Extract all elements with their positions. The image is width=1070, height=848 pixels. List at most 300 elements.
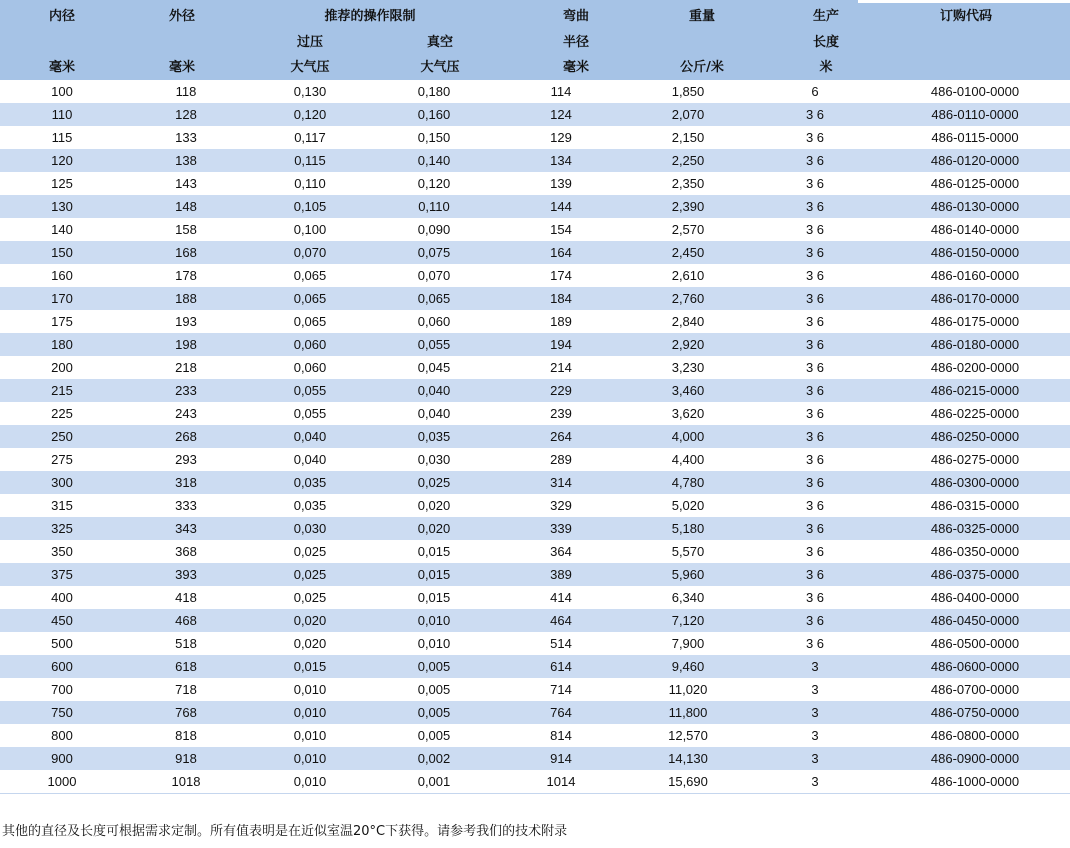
cell-vacuum-limit: 0,150 xyxy=(417,130,451,145)
cell-inner-diameter: 140 xyxy=(51,222,73,237)
cell-inner-diameter: 750 xyxy=(0,701,124,724)
header-unit-atm-pressure: 大气压 xyxy=(290,60,330,75)
cell-outer-diameter: 518 xyxy=(175,636,197,651)
cell-weight: 2,610 xyxy=(671,268,705,283)
cell-order-code: 486-0600-0000 xyxy=(880,655,1070,678)
cell-pressure-limit: 0,105 xyxy=(248,195,372,218)
header-unit-mm-id: 毫米 xyxy=(48,60,75,75)
cell-order-code: 486-0400-0000 xyxy=(930,590,1020,605)
cell-outer-diameter: 193 xyxy=(175,314,197,329)
cell-order-code: 486-0350-0000 xyxy=(930,544,1020,559)
cell-weight: 15,690 xyxy=(626,770,750,794)
cell-weight: 7,900 xyxy=(671,636,705,651)
cell-weight: 2,250 xyxy=(626,149,750,172)
cell-weight: 2,350 xyxy=(671,176,705,191)
cell-outer-diameter: 318 xyxy=(124,471,248,494)
cell-pressure-limit: 0,025 xyxy=(248,563,372,586)
cell-order-code: 486-0115-0000 xyxy=(931,130,1019,145)
table-row xyxy=(0,655,1070,678)
cell-weight: 5,020 xyxy=(671,498,705,513)
cell-outer-diameter: 158 xyxy=(175,222,197,237)
cell-production-length: 3 6 xyxy=(805,176,825,191)
cell-production-length: 3 6 xyxy=(750,471,880,494)
header-unit-m: 米 xyxy=(819,60,833,75)
cell-vacuum-limit: 0,040 xyxy=(372,379,496,402)
cell-pressure-limit: 0,035 xyxy=(293,498,327,513)
cell-outer-diameter: 138 xyxy=(124,149,248,172)
cell-weight: 2,390 xyxy=(626,195,750,218)
table-row xyxy=(0,517,1070,540)
cell-bend-radius: 139 xyxy=(550,176,572,191)
cell-bend-radius: 154 xyxy=(550,222,572,237)
cell-bend-radius: 464 xyxy=(496,609,626,632)
cell-outer-diameter: 418 xyxy=(175,590,197,605)
cell-outer-diameter: 368 xyxy=(175,544,197,559)
cell-inner-diameter: 325 xyxy=(0,517,124,540)
cell-bend-radius: 389 xyxy=(496,563,626,586)
cell-bend-radius: 264 xyxy=(496,425,626,448)
table-row xyxy=(0,287,1070,310)
cell-outer-diameter: 118 xyxy=(175,84,197,99)
cell-inner-diameter: 900 xyxy=(0,747,124,770)
cell-order-code: 486-0130-0000 xyxy=(880,195,1070,218)
cell-weight: 12,570 xyxy=(668,728,708,743)
cell-weight: 14,130 xyxy=(626,747,750,770)
cell-pressure-limit: 0,130 xyxy=(293,84,327,99)
cell-production-length: 3 xyxy=(750,747,880,770)
cell-bend-radius: 314 xyxy=(496,471,626,494)
cell-order-code: 486-0375-0000 xyxy=(880,563,1070,586)
cell-production-length: 3 6 xyxy=(750,425,880,448)
table-row xyxy=(0,402,1070,425)
cell-inner-diameter: 100 xyxy=(51,84,73,99)
cell-outer-diameter: 243 xyxy=(175,406,197,421)
cell-bend-radius: 714 xyxy=(550,682,572,697)
cell-production-length: 3 xyxy=(750,770,880,794)
cell-pressure-limit: 0,035 xyxy=(248,471,372,494)
cell-production-length: 3 6 xyxy=(750,517,880,540)
cell-weight: 2,840 xyxy=(671,314,705,329)
cell-outer-diameter: 233 xyxy=(124,379,248,402)
cell-outer-diameter: 333 xyxy=(175,498,197,513)
cell-vacuum-limit: 0,015 xyxy=(372,563,496,586)
cell-outer-diameter: 268 xyxy=(124,425,248,448)
cell-weight: 5,960 xyxy=(626,563,750,586)
cell-outer-diameter: 148 xyxy=(124,195,248,218)
cell-order-code: 486-0325-0000 xyxy=(880,517,1070,540)
cell-pressure-limit: 0,115 xyxy=(248,149,372,172)
cell-production-length: 3 6 xyxy=(750,103,880,126)
cell-pressure-limit: 0,070 xyxy=(248,241,372,264)
cell-production-length: 3 6 xyxy=(805,222,825,237)
cell-outer-diameter: 128 xyxy=(124,103,248,126)
table-row xyxy=(0,586,1070,609)
cell-outer-diameter: 918 xyxy=(124,747,248,770)
cell-weight: 5,570 xyxy=(671,544,705,559)
cell-weight: 2,570 xyxy=(671,222,705,237)
cell-inner-diameter: 160 xyxy=(51,268,73,283)
cell-inner-diameter: 225 xyxy=(51,406,73,421)
cell-order-code: 486-0800-0000 xyxy=(930,728,1020,743)
table-row xyxy=(0,448,1070,471)
header-outer-diameter: 外径 xyxy=(168,9,195,24)
cell-inner-diameter: 400 xyxy=(51,590,73,605)
cell-pressure-limit: 0,060 xyxy=(248,333,372,356)
cell-bend-radius: 194 xyxy=(496,333,626,356)
cell-production-length: 3 6 xyxy=(805,498,825,513)
cell-inner-diameter: 120 xyxy=(0,149,124,172)
cell-production-length: 3 6 xyxy=(805,130,825,145)
header-order-code: 订购代码 xyxy=(939,9,992,24)
cell-weight: 4,000 xyxy=(626,425,750,448)
cell-outer-diameter: 468 xyxy=(124,609,248,632)
cell-bend-radius: 1014 xyxy=(496,770,626,794)
header-production: 生产 xyxy=(812,9,839,24)
cell-pressure-limit: 0,030 xyxy=(248,517,372,540)
table-row xyxy=(0,149,1070,172)
cell-outer-diameter: 343 xyxy=(124,517,248,540)
table-row xyxy=(0,264,1070,287)
cell-outer-diameter: 293 xyxy=(175,452,197,467)
cell-order-code: 486-0125-0000 xyxy=(930,176,1020,191)
cell-production-length: 3 6 xyxy=(805,544,825,559)
cell-pressure-limit: 0,040 xyxy=(293,452,327,467)
cell-vacuum-limit: 0,090 xyxy=(417,222,451,237)
cell-vacuum-limit: 0,075 xyxy=(372,241,496,264)
cell-order-code: 486-0250-0000 xyxy=(880,425,1070,448)
table-row xyxy=(0,172,1070,195)
cell-pressure-limit: 0,010 xyxy=(293,682,327,697)
header-inner-diameter: 内径 xyxy=(48,9,75,24)
cell-pressure-limit: 0,040 xyxy=(248,425,372,448)
cell-pressure-limit: 0,020 xyxy=(293,636,327,651)
table-row xyxy=(0,724,1070,747)
cell-bend-radius: 144 xyxy=(496,195,626,218)
cell-inner-diameter: 375 xyxy=(0,563,124,586)
cell-weight: 2,760 xyxy=(626,287,750,310)
cell-outer-diameter: 198 xyxy=(124,333,248,356)
cell-weight: 4,780 xyxy=(626,471,750,494)
table-row xyxy=(0,678,1070,701)
cell-weight: 2,920 xyxy=(626,333,750,356)
cell-vacuum-limit: 0,035 xyxy=(372,425,496,448)
cell-bend-radius: 164 xyxy=(496,241,626,264)
cell-production-length: 3 6 xyxy=(750,609,880,632)
cell-production-length: 3 6 xyxy=(805,590,825,605)
cell-weight: 1,850 xyxy=(671,84,705,99)
cell-bend-radius: 514 xyxy=(550,636,572,651)
cell-production-length: 3 6 xyxy=(750,379,880,402)
table-body xyxy=(0,80,1070,794)
cell-bend-radius: 239 xyxy=(550,406,572,421)
cell-inner-diameter: 315 xyxy=(51,498,73,513)
cell-weight: 11,020 xyxy=(668,682,708,697)
cell-pressure-limit: 0,010 xyxy=(248,701,372,724)
cell-bend-radius: 764 xyxy=(496,701,626,724)
footnote: 其他的直径及长度可根据需求定制。所有值表明是在近似室温20°C下获得。请参考我们的技术附录 xyxy=(2,824,568,839)
cell-inner-diameter: 350 xyxy=(51,544,73,559)
table-row xyxy=(0,126,1070,149)
cell-pressure-limit: 0,117 xyxy=(294,130,326,145)
cell-inner-diameter: 450 xyxy=(0,609,124,632)
table-row xyxy=(0,310,1070,333)
cell-production-length: 3 xyxy=(811,682,819,697)
cell-outer-diameter: 133 xyxy=(175,130,197,145)
cell-pressure-limit: 0,120 xyxy=(248,103,372,126)
cell-vacuum-limit: 0,005 xyxy=(372,701,496,724)
cell-bend-radius: 184 xyxy=(496,287,626,310)
cell-outer-diameter: 718 xyxy=(175,682,197,697)
header-pressure: 过压 xyxy=(296,35,323,50)
header-radius: 半径 xyxy=(562,35,589,50)
cell-bend-radius: 364 xyxy=(550,544,572,559)
table-row xyxy=(0,218,1070,241)
cell-outer-diameter: 143 xyxy=(175,176,197,191)
cell-order-code: 486-0450-0000 xyxy=(880,609,1070,632)
cell-inner-diameter: 175 xyxy=(51,314,73,329)
header-unit-mm-od: 毫米 xyxy=(168,60,195,75)
cell-bend-radius: 614 xyxy=(496,655,626,678)
table-row xyxy=(0,356,1070,379)
cell-inner-diameter: 110 xyxy=(0,103,124,126)
table-row xyxy=(0,563,1070,586)
cell-outer-diameter: 618 xyxy=(124,655,248,678)
cell-weight: 2,450 xyxy=(626,241,750,264)
cell-production-length: 3 6 xyxy=(750,149,880,172)
cell-vacuum-limit: 0,180 xyxy=(417,84,451,99)
cell-order-code: 486-0200-0000 xyxy=(930,360,1020,375)
cell-vacuum-limit: 0,065 xyxy=(372,287,496,310)
table-row xyxy=(0,379,1070,402)
header-top-gap xyxy=(858,0,1070,3)
cell-pressure-limit: 0,025 xyxy=(293,544,327,559)
cell-inner-diameter: 215 xyxy=(0,379,124,402)
cell-inner-diameter: 130 xyxy=(0,195,124,218)
cell-vacuum-limit: 0,140 xyxy=(372,149,496,172)
cell-order-code: 486-0300-0000 xyxy=(880,471,1070,494)
cell-inner-diameter: 600 xyxy=(0,655,124,678)
cell-vacuum-limit: 0,010 xyxy=(417,636,451,651)
cell-bend-radius: 114 xyxy=(550,84,572,99)
cell-bend-radius: 914 xyxy=(496,747,626,770)
cell-pressure-limit: 0,055 xyxy=(293,406,327,421)
cell-weight: 2,150 xyxy=(671,130,705,145)
cell-bend-radius: 814 xyxy=(550,728,572,743)
cell-outer-diameter: 188 xyxy=(124,287,248,310)
cell-vacuum-limit: 0,055 xyxy=(372,333,496,356)
cell-order-code: 486-1000-0000 xyxy=(880,770,1070,794)
cell-inner-diameter: 300 xyxy=(0,471,124,494)
cell-inner-diameter: 150 xyxy=(0,241,124,264)
cell-pressure-limit: 0,020 xyxy=(248,609,372,632)
cell-order-code: 486-0500-0000 xyxy=(930,636,1020,651)
cell-outer-diameter: 218 xyxy=(175,360,197,375)
table-row xyxy=(0,471,1070,494)
cell-order-code: 486-0700-0000 xyxy=(930,682,1020,697)
cell-order-code: 486-0150-0000 xyxy=(880,241,1070,264)
table-row xyxy=(0,103,1070,126)
cell-inner-diameter: 115 xyxy=(51,130,73,145)
cell-bend-radius: 174 xyxy=(550,268,572,283)
cell-outer-diameter: 168 xyxy=(124,241,248,264)
cell-production-length: 3 6 xyxy=(805,314,825,329)
cell-pressure-limit: 0,055 xyxy=(248,379,372,402)
cell-vacuum-limit: 0,110 xyxy=(372,195,496,218)
header-length: 长度 xyxy=(812,35,839,50)
cell-pressure-limit: 0,100 xyxy=(293,222,327,237)
cell-production-length: 3 6 xyxy=(750,195,880,218)
cell-outer-diameter: 768 xyxy=(124,701,248,724)
cell-vacuum-limit: 0,030 xyxy=(417,452,451,467)
cell-bend-radius: 214 xyxy=(550,360,572,375)
cell-bend-radius: 129 xyxy=(550,130,572,145)
header-unit-atm-vacuum: 大气压 xyxy=(420,60,460,75)
cell-vacuum-limit: 0,001 xyxy=(372,770,496,794)
cell-order-code: 486-0175-0000 xyxy=(930,314,1020,329)
cell-pressure-limit: 0,065 xyxy=(248,287,372,310)
cell-inner-diameter: 700 xyxy=(51,682,73,697)
cell-vacuum-limit: 0,005 xyxy=(417,682,451,697)
cell-pressure-limit: 0,065 xyxy=(293,314,327,329)
cell-outer-diameter: 1018 xyxy=(124,770,248,794)
cell-production-length: 3 6 xyxy=(805,360,825,375)
cell-pressure-limit: 0,010 xyxy=(248,747,372,770)
cell-production-length: 3 6 xyxy=(805,452,825,467)
header-recommended-limits: 推荐的操作限制 xyxy=(324,9,416,24)
cell-weight: 4,400 xyxy=(671,452,705,467)
cell-bend-radius: 329 xyxy=(550,498,572,513)
cell-order-code: 486-0100-0000 xyxy=(930,84,1020,99)
cell-weight: 11,800 xyxy=(626,701,750,724)
cell-production-length: 3 xyxy=(750,701,880,724)
header-unit-mm-radius: 毫米 xyxy=(562,60,589,75)
cell-order-code: 486-0140-0000 xyxy=(930,222,1020,237)
cell-vacuum-limit: 0,070 xyxy=(417,268,451,283)
cell-inner-diameter: 800 xyxy=(51,728,73,743)
cell-vacuum-limit: 0,025 xyxy=(372,471,496,494)
cell-vacuum-limit: 0,002 xyxy=(372,747,496,770)
cell-order-code: 486-0110-0000 xyxy=(880,103,1070,126)
cell-weight: 7,120 xyxy=(626,609,750,632)
cell-inner-diameter: 170 xyxy=(0,287,124,310)
cell-weight: 2,070 xyxy=(626,103,750,126)
table-row xyxy=(0,333,1070,356)
cell-vacuum-limit: 0,045 xyxy=(417,360,451,375)
cell-production-length: 6 xyxy=(811,84,819,99)
cell-weight: 9,460 xyxy=(626,655,750,678)
cell-order-code: 486-0170-0000 xyxy=(880,287,1070,310)
cell-bend-radius: 339 xyxy=(496,517,626,540)
cell-pressure-limit: 0,065 xyxy=(293,268,327,283)
cell-inner-diameter: 1000 xyxy=(0,770,124,794)
header-bend: 弯曲 xyxy=(562,9,589,24)
cell-pressure-limit: 0,010 xyxy=(248,770,372,794)
cell-bend-radius: 134 xyxy=(496,149,626,172)
table-row xyxy=(0,494,1070,517)
cell-order-code: 486-0225-0000 xyxy=(930,406,1020,421)
cell-bend-radius: 124 xyxy=(496,103,626,126)
cell-vacuum-limit: 0,005 xyxy=(372,655,496,678)
table-row xyxy=(0,770,1070,794)
cell-order-code: 486-0750-0000 xyxy=(880,701,1070,724)
cell-production-length: 3 xyxy=(811,728,819,743)
cell-pressure-limit: 0,060 xyxy=(293,360,327,375)
cell-order-code: 486-0215-0000 xyxy=(880,379,1070,402)
cell-production-length: 3 6 xyxy=(805,268,825,283)
cell-production-length: 3 6 xyxy=(750,287,880,310)
cell-bend-radius: 414 xyxy=(550,590,572,605)
table-row xyxy=(0,425,1070,448)
cell-weight: 3,230 xyxy=(671,360,705,375)
cell-pressure-limit: 0,025 xyxy=(293,590,327,605)
cell-order-code: 486-0180-0000 xyxy=(880,333,1070,356)
table-row xyxy=(0,609,1070,632)
cell-inner-diameter: 250 xyxy=(0,425,124,448)
cell-order-code: 486-0315-0000 xyxy=(930,498,1020,513)
cell-order-code: 486-0900-0000 xyxy=(880,747,1070,770)
cell-outer-diameter: 818 xyxy=(175,728,197,743)
cell-vacuum-limit: 0,040 xyxy=(417,406,451,421)
cell-inner-diameter: 500 xyxy=(51,636,73,651)
data-table xyxy=(0,80,1070,794)
cell-vacuum-limit: 0,160 xyxy=(372,103,496,126)
cell-outer-diameter: 393 xyxy=(124,563,248,586)
cell-production-length: 3 6 xyxy=(750,241,880,264)
cell-order-code: 486-0160-0000 xyxy=(930,268,1020,283)
table-row xyxy=(0,80,1070,103)
cell-inner-diameter: 180 xyxy=(0,333,124,356)
cell-production-length: 3 6 xyxy=(805,636,825,651)
header-unit-kg-per-m: 公斤/米 xyxy=(680,60,724,75)
cell-pressure-limit: 0,110 xyxy=(294,176,326,191)
cell-outer-diameter: 178 xyxy=(175,268,197,283)
cell-vacuum-limit: 0,005 xyxy=(417,728,451,743)
cell-vacuum-limit: 0,015 xyxy=(417,590,451,605)
cell-vacuum-limit: 0,020 xyxy=(417,498,451,513)
cell-bend-radius: 229 xyxy=(496,379,626,402)
cell-vacuum-limit: 0,060 xyxy=(417,314,451,329)
cell-vacuum-limit: 0,120 xyxy=(417,176,451,191)
cell-weight: 5,180 xyxy=(626,517,750,540)
cell-production-length: 3 6 xyxy=(750,563,880,586)
cell-weight: 6,340 xyxy=(671,590,705,605)
table-row xyxy=(0,632,1070,655)
cell-inner-diameter: 125 xyxy=(51,176,73,191)
cell-pressure-limit: 0,010 xyxy=(293,728,327,743)
cell-vacuum-limit: 0,015 xyxy=(417,544,451,559)
cell-order-code: 486-0120-0000 xyxy=(880,149,1070,172)
table-row xyxy=(0,241,1070,264)
header-weight: 重量 xyxy=(688,9,715,24)
cell-inner-diameter: 200 xyxy=(51,360,73,375)
cell-bend-radius: 189 xyxy=(550,314,572,329)
header-vacuum: 真空 xyxy=(426,35,453,50)
table-row xyxy=(0,747,1070,770)
table-row xyxy=(0,540,1070,563)
cell-vacuum-limit: 0,010 xyxy=(372,609,496,632)
cell-inner-diameter: 275 xyxy=(51,452,73,467)
table-row xyxy=(0,195,1070,218)
cell-weight: 3,460 xyxy=(626,379,750,402)
cell-pressure-limit: 0,015 xyxy=(248,655,372,678)
table-header xyxy=(0,0,1070,80)
table-row xyxy=(0,701,1070,724)
cell-bend-radius: 289 xyxy=(550,452,572,467)
cell-vacuum-limit: 0,020 xyxy=(372,517,496,540)
cell-production-length: 3 xyxy=(750,655,880,678)
cell-order-code: 486-0275-0000 xyxy=(930,452,1020,467)
cell-production-length: 3 6 xyxy=(750,333,880,356)
